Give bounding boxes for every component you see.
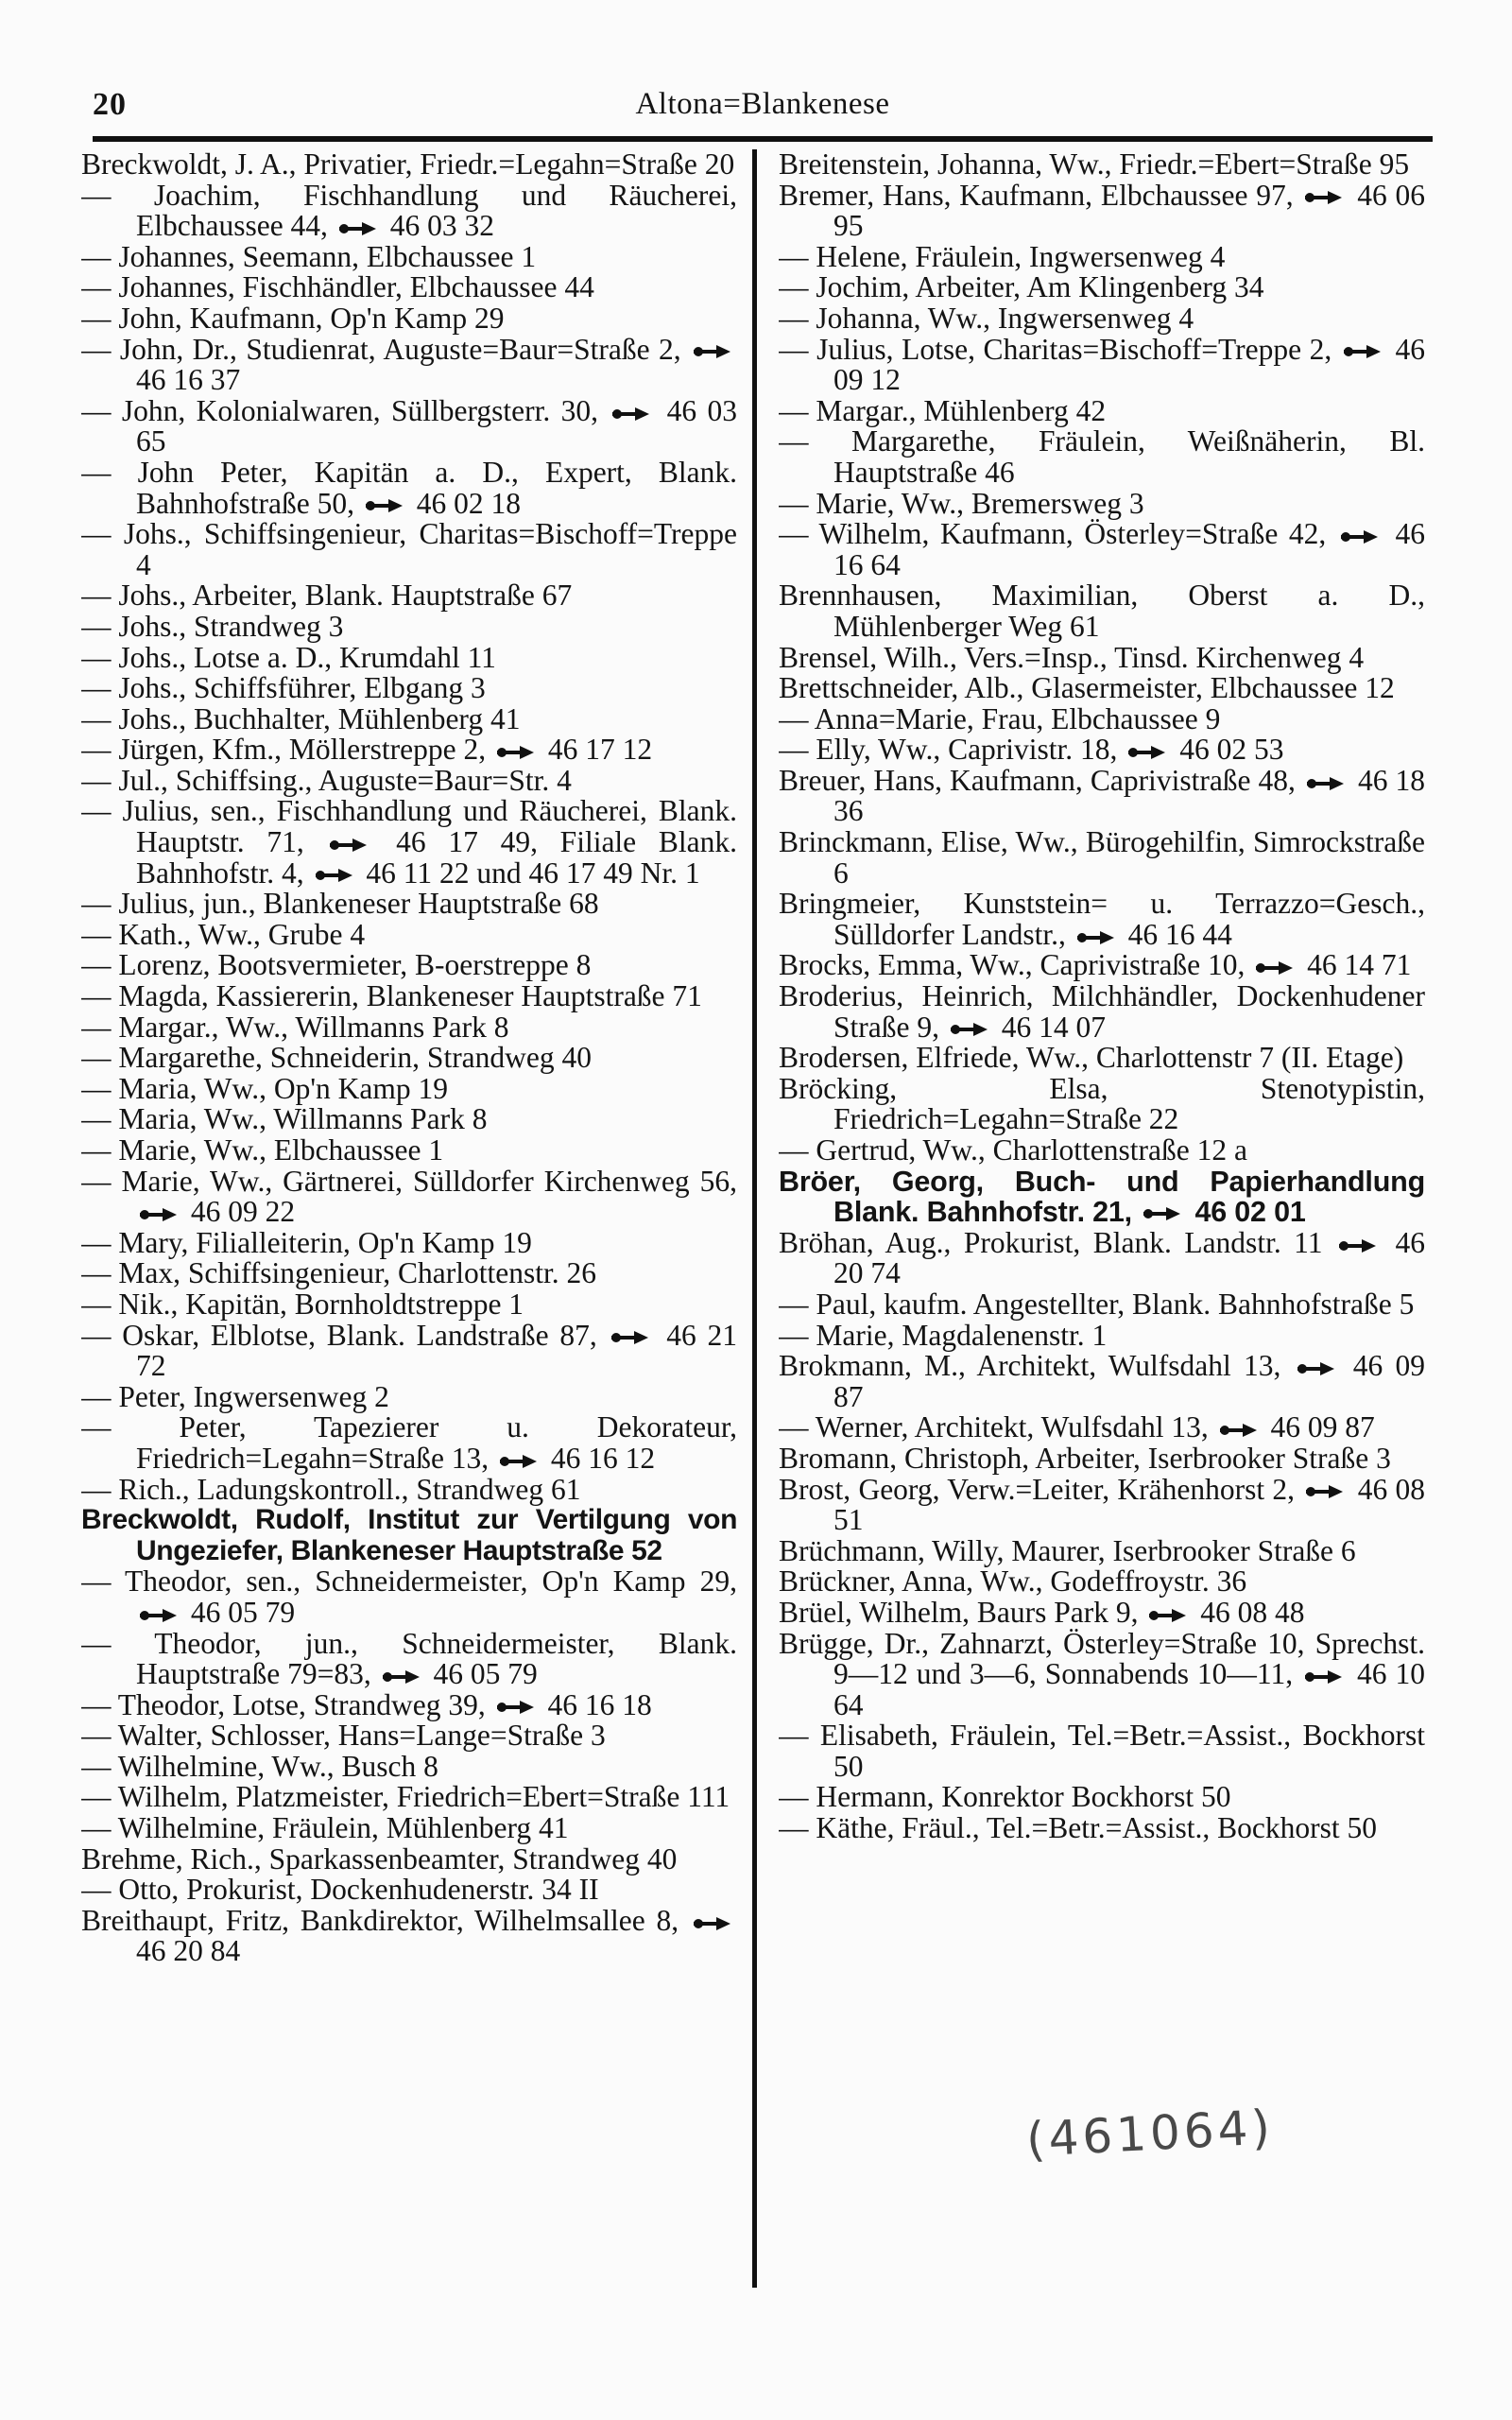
entry-text: — Anna=Marie, Frau, Elbchaussee 9 [779,701,1221,735]
directory-entry [81,1164,737,1229]
telephone-symbol-icon [1305,1668,1343,1685]
directory-entry [779,1720,1425,1782]
entry-text: — Paul, kaufm. Angestellter, Blank. Bahnhofstraße 5 [779,1287,1415,1321]
telephone-symbol-icon [1220,1422,1258,1439]
entry-text: 46 16 44 [1120,917,1232,951]
entry-text: — Theodor, Lotse, Strandweg 39, [81,1687,493,1721]
directory-entry [779,1135,1425,1167]
telephone-symbol-icon [1306,1483,1344,1500]
entry-text: — Werner, Architekt, Wulfsdahl 13, [779,1410,1216,1444]
telephone-symbol-icon [1307,775,1345,792]
entry-text: — Magda, Kassiererin, Blankeneser Hauptstraße 71 [81,979,702,1013]
entry-text: 46 10 64 [833,1657,1425,1721]
directory-entry [779,1225,1425,1290]
entry-text: — Maria, Ww., Willmanns Park 8 [81,1102,488,1136]
entry-text: Brettschneider, Alb., Glasermeister, Elbchaussee 12 [779,671,1395,705]
directory-entry [81,332,737,397]
directory-entry [81,239,737,273]
telephone-symbol-icon [497,744,535,761]
directory-entry [779,1533,1425,1567]
entry-text: Bröcking, Elsa, Stenotypistin, Friedrich=Legahn=Straße 22 [779,1071,1425,1136]
telephone-symbol-icon [1128,744,1166,761]
directory-entry [779,1782,1425,1813]
entry-text: Brokmann, M., Architekt, Wulfsdahl 13, [779,1349,1294,1383]
telephone-symbol-icon [694,343,731,360]
entry-text: Brüchmann, Willy, Maurer, Iserbrooker Straße 6 [779,1533,1356,1567]
entry-text: — Johannes, Seemann, Elbchaussee 1 [81,239,537,273]
telephone-symbol-icon [951,1021,988,1038]
directory-entry [81,393,737,458]
directory-entry [81,735,737,766]
entry-text: — Joachim, Fischhandlung und Räucherei, Elbchaussee 44, [81,178,737,243]
directory-entry [81,1289,737,1321]
entry-text: — Marie, Ww., Elbchaussee 1 [81,1133,444,1167]
directory-entry [81,1071,737,1105]
entry-text: 46 08 48 [1193,1595,1305,1629]
entry-text: — Elisabeth, Fräulein, Tel.=Betr.=Assist., Bockhorst 50 [779,1719,1425,1783]
directory-entry [779,1813,1425,1844]
entry-text: Brodersen, Elfriede, Ww., Charlottenstr 7 (II. Etage) [779,1041,1404,1075]
entry-text: 46 14 07 [993,1010,1106,1044]
directory-entry [779,178,1425,243]
directory-entry [81,981,737,1012]
directory-entry [81,580,737,612]
directory-entry [779,1167,1425,1228]
directory-entry [81,1566,737,1628]
entry-text: Brensel, Wilh., Vers.=Insp., Tinsd. Kirchenweg 4 [779,640,1365,674]
directory-entry [81,1043,737,1074]
entry-text: — Walter, Schlosser, Hans=Lange=Straße 3 [81,1719,606,1753]
directory-entry [779,1412,1425,1443]
directory-entry [81,1875,737,1906]
directory-entry [81,455,737,520]
entry-text: Breitenstein, Johanna, Ww., Friedr.=Ebert=Straße 95 [779,149,1410,181]
entry-text: Breckwoldt, Rudolf, Institut zur Vertilgung von Ungeziefer, Blankeneser Hauptstraße 52 [81,1504,737,1566]
running-head: Altona=Blankenese [635,87,890,121]
entry-text: — John, Kolonialwaren, Süllbergsterr. 30, [81,393,610,427]
entry-text: — Marie, Magdalenenstr. 1 [779,1318,1108,1352]
entry-text: — Julius, jun., Blankeneser Hauptstraße 68 [81,887,599,921]
directory-entry [779,239,1425,273]
telephone-symbol-icon [330,837,368,854]
entry-text: — Margarethe, Fräulein, Weißnäherin, Bl. Hauptstraße 46 [779,424,1425,489]
directory-entry [779,981,1425,1043]
telephone-symbol-icon [1297,1360,1335,1377]
directory-entry [81,1720,737,1752]
telephone-symbol-icon [316,867,353,884]
entry-text: — Oskar, Elblotse, Blank. Landstraße 87, [81,1318,609,1352]
directory-entry [779,426,1425,488]
entry-text: 46 16 12 [543,1441,656,1475]
directory-entry [81,1379,737,1413]
entry-text: Brocks, Emma, Ww., Caprivistraße 10, [779,948,1253,982]
entry-text: 46 02 18 [408,486,521,520]
directory-entry [81,796,737,889]
directory-entry [779,701,1425,735]
telephone-symbol-icon [611,1329,649,1346]
telephone-symbol-icon [339,220,377,237]
directory-entry [779,763,1425,828]
directory-entry [81,1687,737,1721]
directory-entry [81,1258,737,1289]
entry-text: — Rich., Ladungskontroll., Strandweg 61 [81,1472,581,1506]
directory-entry [81,1505,737,1566]
entry-text: — Nik., Kapitän, Bornholdtstreppe 1 [81,1287,524,1321]
directory-entry [779,1071,1425,1136]
directory-entry [779,827,1425,889]
entry-text: — Jochim, Arbeiter, Am Klingenberg 34 [779,270,1264,304]
directory-entry [81,609,737,643]
entry-text: — Käthe, Fräul., Tel.=Betr.=Assist., Bockhorst 50 [779,1811,1377,1845]
entry-text: 46 09 87 [833,1349,1425,1413]
directory-entry [779,1566,1425,1598]
directory-entry [779,149,1425,181]
entry-text: — Peter, Tapezierer u. Dekorateur, Friedrich=Legahn=Straße 13, [81,1410,737,1475]
directory-entry [779,735,1425,766]
entry-text: — Helene, Fräulein, Ingwersenweg 4 [779,239,1226,273]
directory-entry [779,950,1425,981]
entry-text: — Wilhelm, Platzmeister, Friedrich=Ebert=Straße 111 [81,1780,730,1814]
entry-text: — Kath., Ww., Grube 4 [81,917,366,951]
entry-text: 46 06 95 [833,178,1425,243]
entry-text: 46 02 01 [1187,1196,1306,1229]
entry-text: — Margar., Mühlenberg 42 [779,393,1107,427]
header-rule [93,136,1433,142]
entry-text: Brennhausen, Maximilian, Oberst a. D., Mühlenberger Weg 61 [779,579,1425,643]
directory-entry [81,1472,737,1506]
directory-entry [81,950,737,981]
directory-entry [779,580,1425,642]
right-column [779,149,1425,2288]
entry-text: 46 20 84 [136,1934,241,1968]
telephone-symbol-icon [140,1206,178,1223]
directory-entry [81,1318,737,1383]
entry-text: — Marie, Ww., Bremersweg 3 [779,486,1144,520]
directory-entry [81,1135,737,1167]
entry-text: — Julius, Lotse, Charitas=Bischoff=Treppe 2, [779,332,1340,366]
entry-text: — Theodor, jun., Schneidermeister, Blank. Hauptstraße 79=83, [81,1626,737,1691]
entry-text: — Marie, Ww., Gärtnerei, Sülldorfer Kirchenweg 56, [81,1164,737,1198]
telephone-symbol-icon [1077,929,1115,946]
entry-text: — Jul., Schiffsing., Auguste=Baur=Str. 4 [81,763,572,797]
entry-text: — Gertrud, Ww., Charlottenstraße 12 a [779,1133,1247,1167]
entry-text: 46 03 32 [382,209,494,243]
directory-entry [779,272,1425,303]
entry-text: Brinckmann, Elise, Ww., Bürogehilfin, Simrockstraße 6 [779,825,1425,890]
directory-entry [779,332,1425,397]
column-divider [752,149,757,2288]
entry-text: Broderius, Heinrich, Milchhändler, Dockenhudener Straße 9, [779,979,1425,1044]
directory-entry [779,1289,1425,1321]
entry-text: Breuer, Hans, Kaufmann, Caprivistraße 48, [779,763,1303,797]
directory-entry [779,486,1425,520]
page-header [93,87,1433,130]
telephone-symbol-icon [1344,343,1382,360]
directory-entry [779,393,1425,427]
directory-entry [81,1012,737,1044]
entry-text: — Johs., Lotse a. D., Krumdahl 11 [81,640,496,674]
directory-entry [779,1626,1425,1721]
telephone-symbol-icon [500,1453,538,1470]
telephone-symbol-icon [1256,959,1294,977]
telephone-symbol-icon [1341,528,1379,545]
directory-entry [81,1749,737,1783]
entry-text: — Elly, Ww., Caprivistr. 18, [779,733,1125,767]
directory-entry [81,1813,737,1844]
entry-text: 46 05 79 [183,1595,296,1629]
entry-text: Bröhan, Aug., Prokurist, Blank. Landstr. 11 [779,1225,1336,1259]
entry-text: 46 09 12 [833,332,1425,397]
entry-text: 46 11 22 und 46 17 49 Nr. 1 [358,856,700,890]
entry-text: — Wilhelmine, Fräulein, Mühlenberg 41 [81,1811,569,1845]
directory-entry [81,1903,737,1968]
handwritten-pencil-note: (461064) [1024,2100,1276,2168]
telephone-symbol-icon [1339,1237,1377,1254]
directory-entry [81,178,737,243]
directory-entry [779,1595,1425,1629]
directory-entry [81,640,737,674]
directory-entry [81,272,737,303]
directory-entry [81,303,737,335]
entry-text: Bröer, Georg, Buch- und Papierhandlung Blank. Bahnhofstr. 21, [779,1165,1425,1229]
entry-text: 46 21 72 [136,1318,737,1383]
entry-text: Brügge, Dr., Zahnarzt, Österley=Straße 10, Sprechst. 9—12 und 3—6, Sonnabends 10—11, [779,1626,1425,1691]
directory-entry [779,519,1425,580]
entry-text: Brehme, Rich., Sparkassenbeamter, Strandweg 40 [81,1841,678,1876]
entry-text: — Mary, Filialleiterin, Op'n Kamp 19 [81,1225,532,1259]
directory-entry [779,1318,1425,1352]
entry-text: 46 05 79 [425,1657,538,1691]
directory-entry [81,917,737,951]
entry-text: — Peter, Ingwersenweg 2 [81,1379,389,1413]
entry-text: — Lorenz, Bootsvermieter, B-oerstreppe 8 [81,948,592,982]
entry-text: — John, Dr., Studienrat, Auguste=Baur=Straße 2, [81,332,690,366]
entry-text: Brückner, Anna, Ww., Godeffroystr. 36 [779,1564,1247,1599]
entry-text: Bringmeier, Kunststein= u. Terrazzo=Gesch., Sülldorfer Landstr., [779,887,1425,951]
entry-text: — Hermann, Konrektor Bockhorst 50 [779,1780,1231,1814]
entry-text: 46 02 53 [1172,733,1284,767]
entry-text: — Johanna, Ww., Ingwersenweg 4 [779,301,1194,335]
directory-entry [81,1225,737,1259]
entry-text: Brüel, Wilhelm, Baurs Park 9, [779,1595,1146,1629]
telephone-symbol-icon [497,1699,535,1716]
directory-entry [81,1626,737,1691]
page-number: 20 [93,87,127,122]
entry-text: — Wilhelmine, Ww., Busch 8 [81,1749,438,1783]
entry-text: 46 14 71 [1299,948,1412,982]
entry-text: — Theodor, sen., Schneidermeister, Op'n Kamp 29, [81,1564,737,1599]
directory-entry [81,519,737,580]
entry-text: 46 17 49, Filiale Blank. Bahnhofstr. 4, [136,825,737,890]
directory-entry [779,1043,1425,1074]
telephone-symbol-icon [694,1915,731,1932]
entry-text: — Julius, sen., Fischhandlung und Räucherei, Blank. Hauptstr. 71, [81,794,737,859]
directory-entry [779,303,1425,335]
entry-text: — Johs., Schiffsführer, Elbgang 3 [81,671,486,705]
entry-text: 46 08 51 [833,1472,1425,1537]
directory-entry [779,640,1425,674]
directory-entry [81,701,737,735]
entry-text: — Jürgen, Kfm., Möllerstreppe 2, [81,733,493,767]
entry-text: — Johs., Strandweg 3 [81,609,344,643]
left-column [81,149,737,2288]
entry-text: Breithaupt, Fritz, Bankdirektor, Wilhelmsallee 8, [81,1903,690,1937]
entry-text: — Johs., Buchhalter, Mühlenberg 41 [81,701,521,735]
entry-text: — Johannes, Fischhändler, Elbchaussee 44 [81,270,594,304]
entry-text: — Johs., Schiffsingenieur, Charitas=Bischoff=Treppe 4 [81,517,737,581]
entry-text: Bromann, Christoph, Arbeiter, Iserbrooker Straße 3 [779,1441,1391,1475]
directory-entry [779,673,1425,704]
telephone-symbol-icon [1305,189,1343,206]
entry-text: — Otto, Prokurist, Dockenhudenerstr. 34 II [81,1873,599,1907]
entry-text: Brost, Georg, Verw.=Leiter, Krähenhorst 2, [779,1472,1303,1506]
entry-text: — John, Kaufmann, Op'n Kamp 29 [81,301,505,335]
directory-entry [779,1443,1425,1475]
entry-text: — John Peter, Kapitän a. D., Expert, Blank. Bahnhofstraße 50, [81,455,737,520]
entry-text: — Max, Schiffsingenieur, Charlottenstr. 26 [81,1256,596,1290]
directory-entry [779,889,1425,950]
entry-text: — Margarethe, Schneiderin, Strandweg 40 [81,1041,593,1075]
directory-entry [779,1472,1425,1537]
entry-text: 46 17 12 [540,733,653,767]
entry-text: 46 16 18 [540,1687,652,1721]
directory-entry [81,1412,737,1474]
entry-text: 46 09 22 [183,1195,296,1229]
entry-text: 46 20 74 [833,1225,1425,1290]
entry-text: Breckwoldt, J. A., Privatier, Friedr.=Legahn=Straße 20 [81,149,735,181]
telephone-symbol-icon [366,497,404,514]
entry-text: Bremer, Hans, Kaufmann, Elbchaussee 97, [779,178,1302,212]
directory-entry [779,1351,1425,1412]
directory-entry [81,763,737,797]
entry-text: — Johs., Arbeiter, Blank. Hauptstraße 67 [81,579,573,613]
directory-entry [81,1104,737,1135]
entry-text: 46 16 64 [833,517,1425,581]
directory-entry [81,889,737,920]
entry-text: 46 18 36 [833,763,1425,828]
entry-text: — Wilhelm, Kaufmann, Österley=Straße 42, [779,517,1337,551]
telephone-symbol-icon [1143,1205,1181,1222]
entry-text: 46 16 37 [136,363,241,397]
entry-text: — Margar., Ww., Willmanns Park 8 [81,1010,509,1044]
entry-text: — Maria, Ww., Op'n Kamp 19 [81,1071,448,1105]
telephone-symbol-icon [1149,1607,1187,1624]
directory-entry [81,673,737,704]
entry-text: 46 09 87 [1263,1410,1375,1444]
entry-text: 46 03 65 [136,393,737,458]
telephone-symbol-icon [612,406,650,423]
directory-entry [81,149,737,181]
telephone-symbol-icon [383,1668,421,1685]
directory-entry [81,1841,737,1876]
directory-entry [81,1782,737,1813]
telephone-symbol-icon [140,1607,178,1624]
